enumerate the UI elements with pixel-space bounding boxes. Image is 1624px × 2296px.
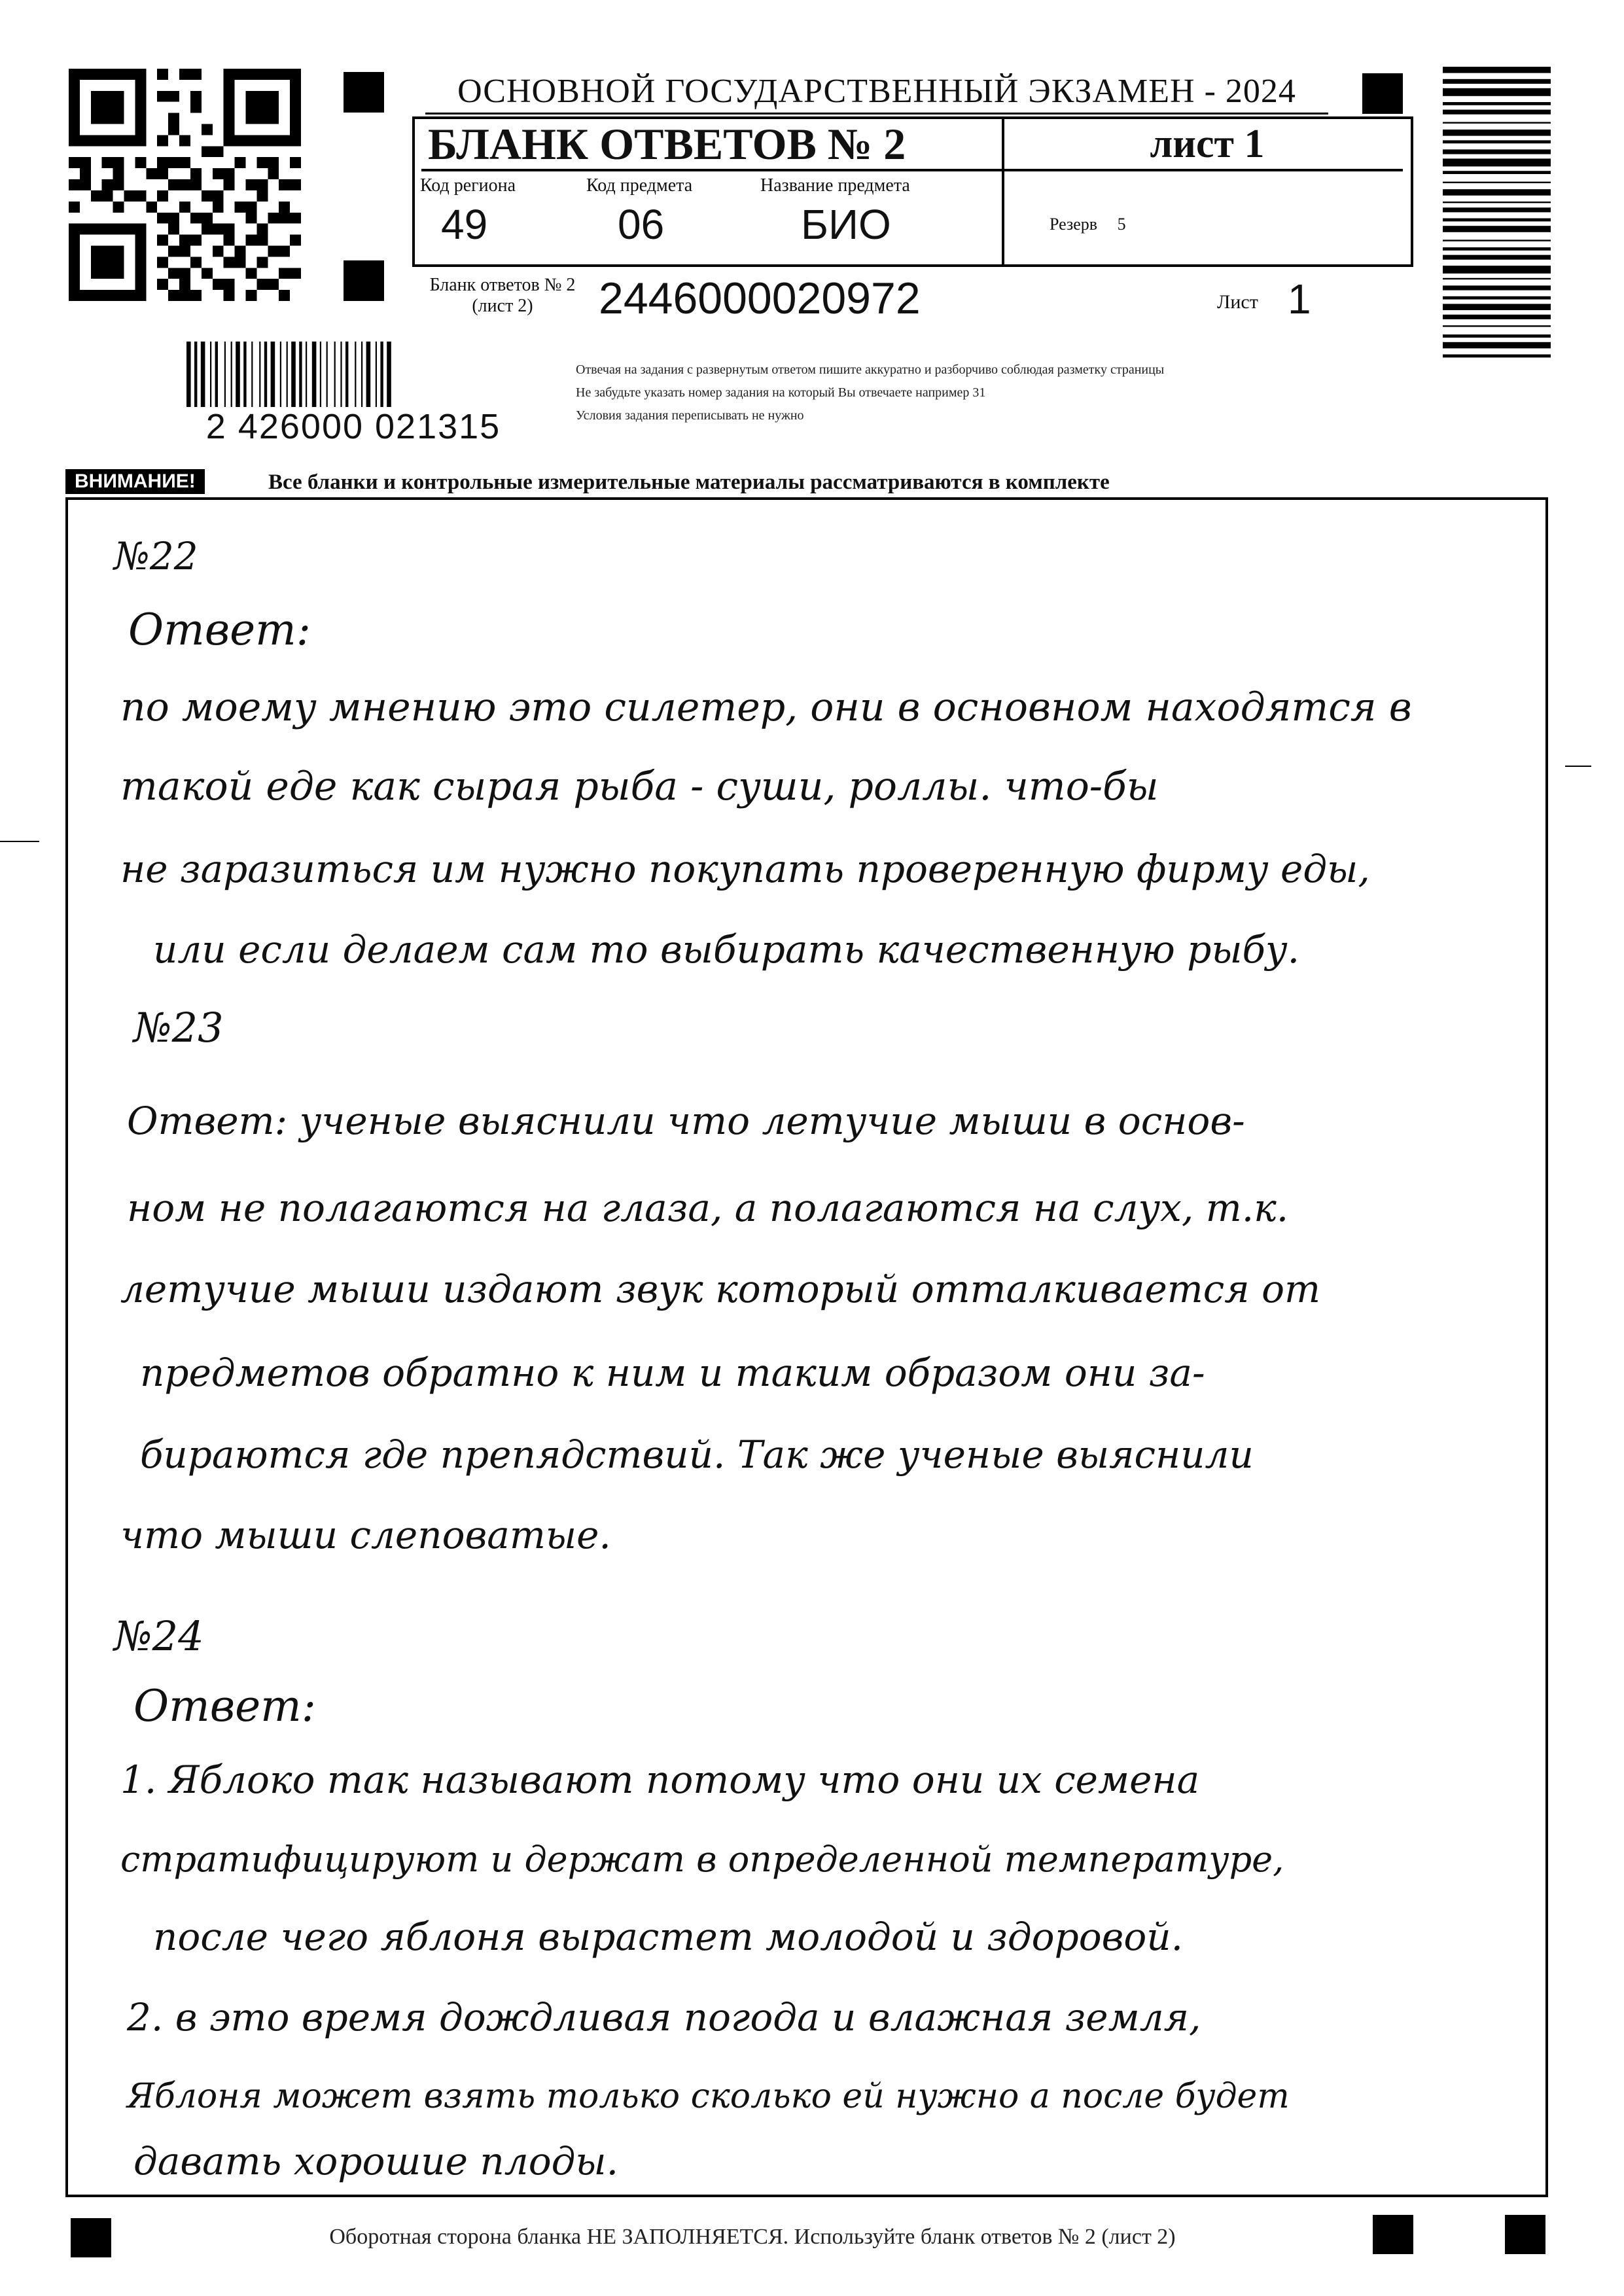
region-code-value: 49 <box>441 201 488 248</box>
reserve-field <box>1050 215 1126 234</box>
barcode-bar <box>1443 219 1551 222</box>
barcode-bar <box>1443 315 1551 319</box>
region-code-label: Код региона <box>420 175 516 196</box>
answer-line: по моему мнению это силетер, они в основном находятся в <box>120 684 1412 730</box>
instruction-line: Отвечая на задания с развернутым ответом пишите аккуратно и разборчиво соблюдая разметку страницы <box>576 362 1165 377</box>
barcode-bar <box>1443 266 1551 274</box>
answer-line: не заразиться им нужно покупать проверенную фирму еды, <box>120 847 1370 891</box>
form-ref-number: 2446000020972 <box>599 274 921 323</box>
barcode-bar <box>1443 122 1551 123</box>
answer-label: Ответ: <box>128 605 311 655</box>
barcode-bar <box>1443 102 1551 105</box>
answer-line: давать хорошие плоды. <box>133 2139 619 2183</box>
alignment-marker <box>1373 2215 1413 2254</box>
answer-line: 1. Яблоко так называют потому что они их семена <box>120 1757 1200 1802</box>
barcode-bar <box>1443 149 1551 154</box>
form-ref-label-line2: (лист 2) <box>472 296 533 316</box>
barcode-bar <box>264 342 267 407</box>
answer-line: ном не полагаются на глаза, а полагаются на слух, т.к. <box>127 1186 1289 1230</box>
barcode-bar <box>1443 239 1551 241</box>
question-number: №22 <box>114 534 198 578</box>
barcode-bar <box>280 342 281 407</box>
answer-line: что мыши слеповатые. <box>120 1513 611 1557</box>
barcode-bar <box>231 342 232 407</box>
barcode-bar <box>1443 255 1551 260</box>
notice-text: Все бланки и контрольные измерительные материалы рассматриваются в комплекте <box>268 470 1110 494</box>
barcode-bar <box>1443 226 1551 232</box>
question-number: №23 <box>133 1004 224 1051</box>
barcode-bar <box>1443 67 1551 73</box>
attention-badge: ВНИМАНИЕ! <box>65 469 205 494</box>
barcode-bar <box>1443 130 1551 136</box>
barcode-bar <box>1443 334 1551 338</box>
barcode-number: 2 426000 021315 <box>205 407 501 446</box>
answer-line: Яблоня может взять только сколько ей нужно а после будет <box>127 2077 1290 2116</box>
vertical-barcode <box>1443 67 1551 450</box>
sheet-field-label: Лист <box>1217 291 1258 313</box>
form-ref-label-line1: Бланк ответов № 2 <box>429 275 576 295</box>
barcode-bar <box>259 342 260 407</box>
question-number: №24 <box>114 1612 204 1660</box>
barcode-bar <box>1443 171 1551 174</box>
barcode-bar <box>251 342 253 407</box>
subject-code-label: Код предмета <box>586 175 693 196</box>
barcode-bar <box>376 342 377 407</box>
barcode-bar <box>224 342 226 407</box>
form-header-box <box>412 116 1413 267</box>
barcode-bar <box>215 342 218 407</box>
form-title: БЛАНК ОТВЕТОВ № 2 <box>428 119 906 169</box>
barcode-bar <box>1443 342 1551 349</box>
subject-name-label: Название предмета <box>760 175 910 196</box>
barcode-bar <box>186 342 191 407</box>
answer-label: Ответ: <box>133 1681 316 1731</box>
answer-line: стратифицируют и держат в определенной температуре, <box>120 1839 1284 1880</box>
barcode-bar <box>387 342 391 407</box>
barcode-bar <box>345 342 348 407</box>
barcode-bar <box>1443 79 1551 84</box>
alignment-marker <box>344 260 384 301</box>
barcode-bar <box>1443 88 1551 96</box>
answer-field[interactable] <box>65 497 1548 2197</box>
barcode-bar <box>334 342 336 407</box>
answer-line: такой еде как сырая рыба - суши, роллы. что-бы <box>120 764 1159 809</box>
answer-line: после чего яблоня вырастет молодой и здоровой. <box>153 1915 1184 1959</box>
barcode-bar <box>355 342 356 407</box>
sheet-label: лист 1 <box>1150 122 1265 166</box>
instructions <box>576 359 1420 427</box>
barcode-bar <box>1443 304 1551 310</box>
barcode-bar <box>380 342 383 407</box>
barcode-bar <box>1443 189 1551 196</box>
answer-line: бираются где препядствий. Так же ученые выяснили <box>140 1432 1254 1477</box>
barcode-bar <box>236 342 240 407</box>
footer-note: Оборотная сторона бланка НЕ ЗАПОЛНЯЕТСЯ. Используйте бланк ответов № 2 (лист 2) <box>329 2225 1176 2249</box>
barcode-bar <box>1443 182 1551 183</box>
barcode-bar <box>1443 278 1551 279</box>
margin-tick <box>1565 766 1591 767</box>
barcode-bar <box>361 342 362 407</box>
answer-line: 2. в это время дождливая погода и влажная земля, <box>127 1995 1201 2040</box>
barcode-bar <box>291 342 296 407</box>
barcode-bar <box>271 342 275 407</box>
subject-name-value: БИО <box>801 201 891 248</box>
answer-line: предметов обратно к ним и таким образом они за- <box>140 1351 1205 1395</box>
qr-code <box>69 69 301 301</box>
barcode-bar <box>1443 158 1551 166</box>
form-ref-label <box>404 275 601 317</box>
barcode-bar <box>287 342 288 407</box>
barcode-bar <box>1443 325 1551 327</box>
sheet-field-value: 1 <box>1288 275 1311 323</box>
barcode-bar <box>1443 202 1551 203</box>
notice-bar <box>65 469 1556 495</box>
alignment-marker <box>71 2218 111 2257</box>
reserve-value: 5 <box>1117 215 1126 234</box>
subject-code-value: 06 <box>618 201 665 248</box>
barcode-bar <box>1443 110 1551 115</box>
barcode-bar <box>320 342 321 407</box>
barcode-bar <box>201 342 205 407</box>
barcode-bar <box>327 342 328 407</box>
barcode-bar <box>210 342 211 407</box>
answer-line: летучие мыши издают звук который отталкивается от <box>120 1267 1321 1311</box>
alignment-marker <box>1362 73 1403 114</box>
barcode-bar <box>1443 207 1551 212</box>
barcode-bar <box>1443 355 1551 358</box>
reserve-label: Резерв <box>1050 215 1098 234</box>
barcode-bar <box>1443 247 1551 251</box>
barcode-bar <box>306 342 307 407</box>
barcode-bar <box>312 342 317 407</box>
answer-line: или если делаем сам то выбирать качественную рыбу. <box>153 927 1300 972</box>
answer-line: Ответ: ученые выяснили что летучие мыши в основ- <box>127 1099 1245 1143</box>
barcode-bar <box>366 342 371 407</box>
horizontal-barcode <box>186 342 514 410</box>
barcode-bar <box>1443 140 1551 143</box>
barcode-bar <box>243 342 246 407</box>
barcode-bar <box>1443 296 1551 300</box>
barcode-bar <box>1443 285 1551 290</box>
margin-tick <box>0 841 39 842</box>
barcode-bar <box>340 342 342 407</box>
barcode-bar <box>194 342 197 407</box>
instruction-line: Не забудьте указать номер задания на который Вы отвечаете например 31 <box>576 385 986 400</box>
instruction-line: Условия задания переписывать не нужно <box>576 408 804 423</box>
exam-title: ОСНОВНОЙ ГОСУДАРСТВЕННЫЙ ЭКЗАМЕН - 2024 <box>425 71 1328 115</box>
alignment-marker <box>1505 2215 1545 2254</box>
alignment-marker <box>344 72 384 113</box>
barcode-bar <box>299 342 302 407</box>
